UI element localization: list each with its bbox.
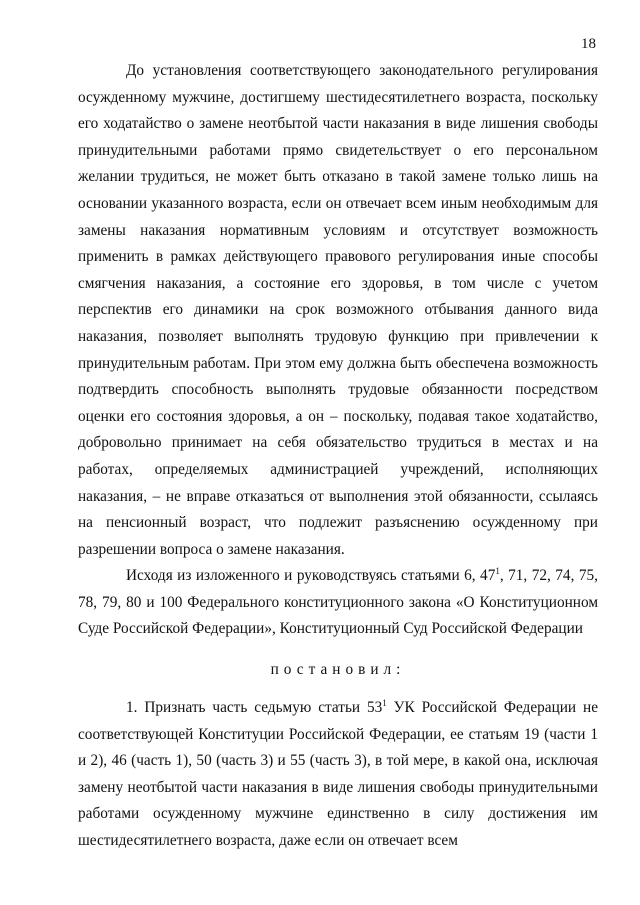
resolution-heading: постановил: <box>270 661 406 679</box>
paragraph-conclusion: До установления соответствующего законодательного регулирования осужденному мужчине, достигшему шестидесятилетнего возраста, поскольку его ходатайство о замене неотбытой части наказания в виде лишения свободы принудительными работами прямо свидетельствует о его персональном желании трудиться, не может быть отказано в такой замене только лишь на основании указанного возраста, если он отвечает всем иным необходимым для замены наказания нормативным условиям и отсутствует возможность применить в рамках действующего правового регулирования иные способы смягчения наказания, а состояние его здоровья, в том числе с учетом перспектив его динамики на срок возможного отбывания данного вида наказания, позволяет выполнять трудовую функцию при привлечении к принудительным работам. При этом ему должна быть обеспечена возможность подтвердить способность выполнять трудовые обязанности посредством оценки его состояния здоровья, а он – поскольку, подавая такое ходатайство, добровольно принимает на себя обязательство трудиться в местах и на работах, определяемых администрацией учреждений, исполняющих наказания, – не вправе отказаться от выполнения этой обязанности, ссылаясь на пенсионный возраст, что подлежит разъяснению осужденному при разрешении вопроса о замене наказания. <box>78 62 598 558</box>
page-number: 18 <box>581 36 596 52</box>
paragraph-legal-basis <box>78 563 598 643</box>
paragraph-resolution-item-1 <box>78 695 598 855</box>
resolution-text-end: УК Российской Федерации не соответствующей Конституции Российской Федерации, ее статьям 19 (части 1 и 2), 46 (часть 1), 50 (часть 3) и 55 (часть 3), в той мере, в какой она, исключая замену неотбытой части наказания в виде лишения свободы принудительными работами осужденному мужчине единственно в силу достижения им шестидесятилетнего возраста, даже если он отвечает всем <box>78 699 598 850</box>
superscript-article-47: 1 <box>495 566 500 577</box>
resolution-text-start: 1. Признать часть седьмую статьи 53 <box>126 699 383 717</box>
document-body <box>78 58 598 855</box>
legal-basis-text-end: , 71, 72, 74, 75, 78, 79, 80 и 100 Федерального конституционного закона «О Конституционном Суде Российской Федерации», Конституционный Суд Российской Федерации <box>78 567 598 638</box>
legal-basis-text-start: Исходя из изложенного и руководствуясь статьями 6, 47 <box>126 567 496 585</box>
superscript-article-53: 1 <box>382 698 387 709</box>
